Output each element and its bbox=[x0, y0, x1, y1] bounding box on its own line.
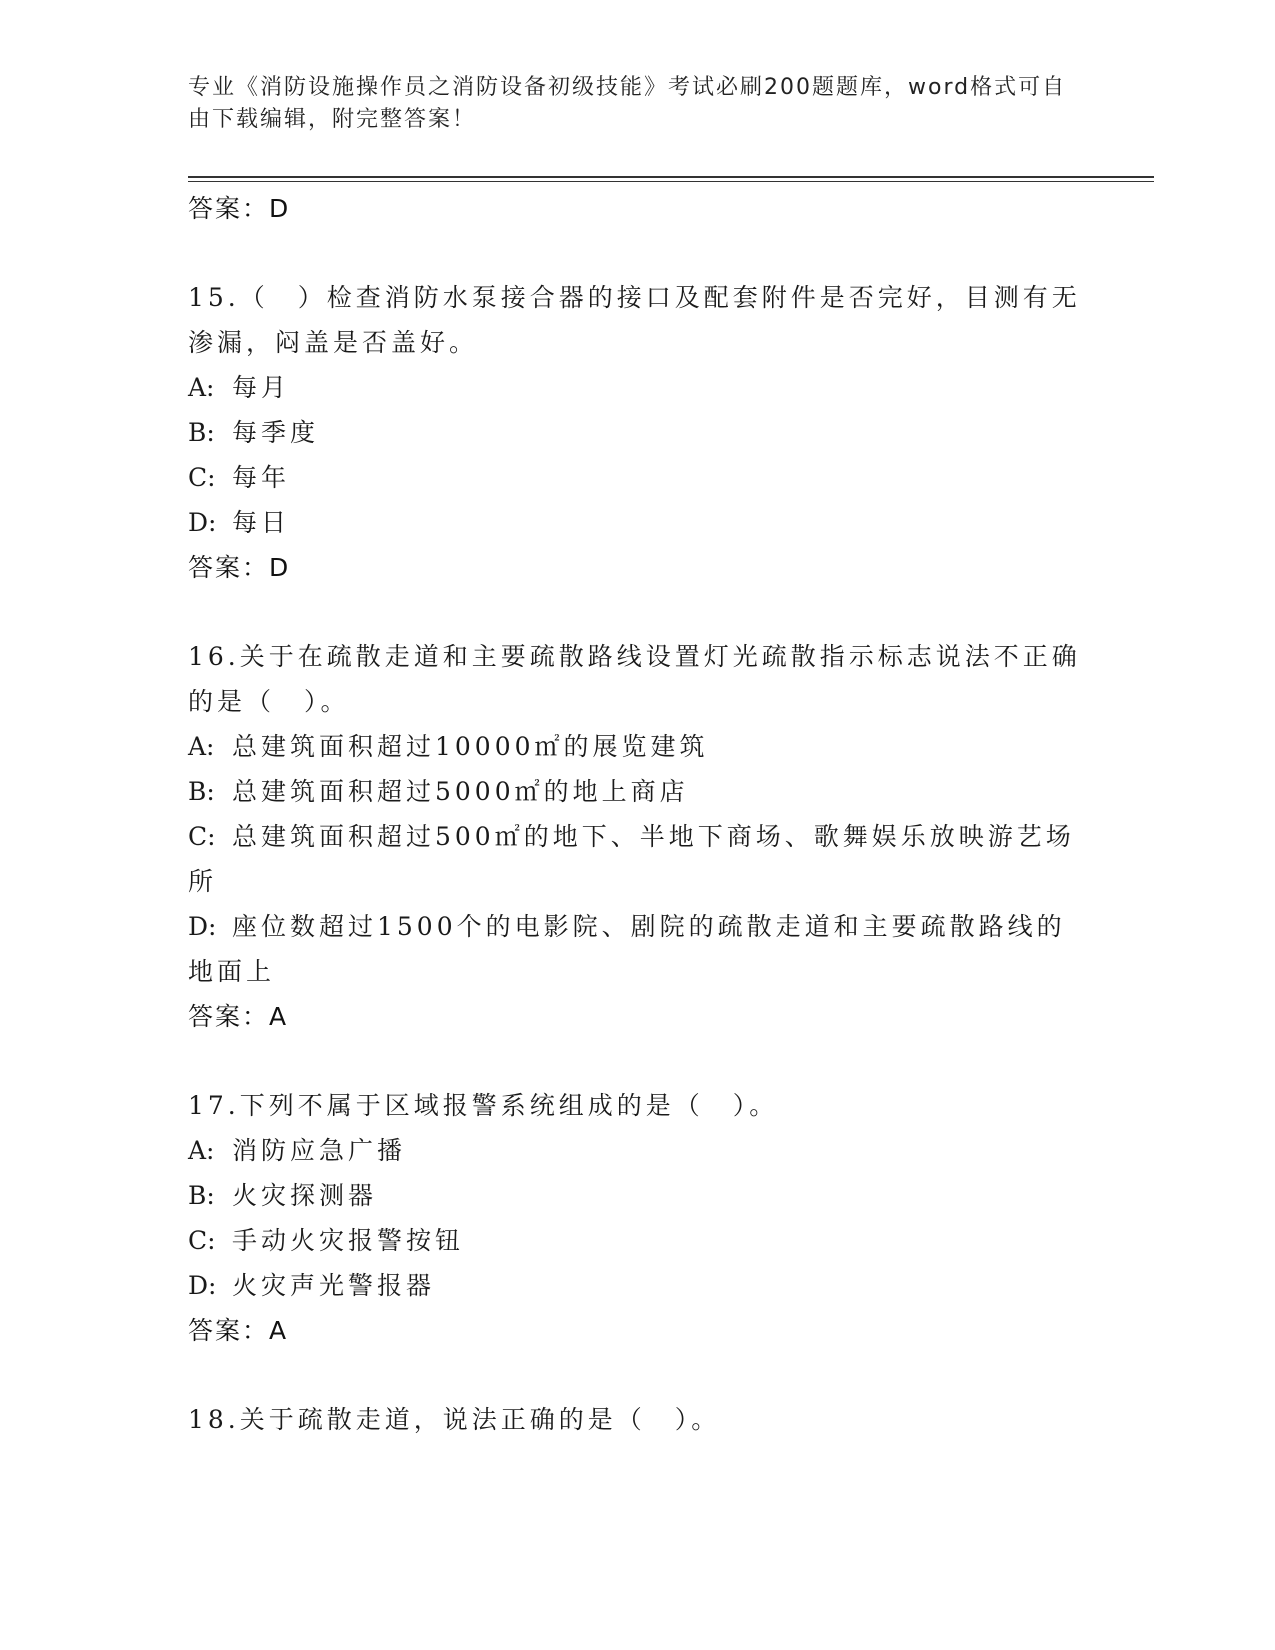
option-text: 消防应急广播 bbox=[232, 1136, 407, 1165]
option-text: 每年 bbox=[232, 463, 291, 492]
option-d bbox=[188, 904, 1088, 994]
option-text: 火灾声光警报器 bbox=[232, 1271, 436, 1300]
option-text: 总建筑面积超过10000㎡的展览建筑 bbox=[232, 732, 709, 761]
question-15 bbox=[188, 275, 1088, 590]
option-text: 总建筑面积超过500㎡的地下、半地下商场、歌舞娱乐放映游艺场所 bbox=[188, 822, 1075, 896]
question-text: 15.（ ）检查消防水泵接合器的接口及配套附件是否完好，目测有无渗漏，闷盖是否盖好。 bbox=[188, 283, 1081, 357]
page-header: 专业《消防设施操作员之消防设备初级技能》考试必刷200题题库，word格式可自由下载编辑，附完整答案！ bbox=[188, 75, 1067, 132]
header-rule-thick bbox=[188, 176, 1154, 178]
option-key: D: bbox=[188, 1271, 217, 1300]
option-key: B: bbox=[188, 1181, 215, 1210]
option-a bbox=[188, 724, 1088, 769]
option-a bbox=[188, 1128, 1088, 1173]
option-key: B: bbox=[188, 418, 215, 447]
question-text: 18.关于疏散走道，说法正确的是（ ）。 bbox=[188, 1405, 721, 1434]
answer: 答案：A bbox=[188, 1316, 289, 1345]
option-key: C: bbox=[188, 822, 216, 851]
option-key: D: bbox=[188, 508, 217, 537]
option-d bbox=[188, 500, 1088, 545]
option-key: A: bbox=[188, 373, 215, 402]
option-text: 手动火灾报警按钮 bbox=[232, 1226, 465, 1255]
answer: 答案：A bbox=[188, 1002, 289, 1031]
option-text: 座位数超过1500个的电影院、剧院的疏散走道和主要疏散路线的地面上 bbox=[188, 912, 1066, 986]
question-18 bbox=[188, 1397, 1088, 1442]
option-text: 每日 bbox=[232, 508, 291, 537]
option-text: 每季度 bbox=[232, 418, 320, 447]
option-text: 总建筑面积超过5000㎡的地上商店 bbox=[232, 777, 689, 806]
option-a bbox=[188, 365, 1088, 410]
option-d bbox=[188, 1263, 1088, 1308]
question-text: 17.下列不属于区域报警系统组成的是（ ）。 bbox=[188, 1091, 779, 1120]
option-text: 火灾探测器 bbox=[232, 1181, 378, 1210]
question-text: 16.关于在疏散走道和主要疏散路线设置灯光疏散指示标志说法不正确的是（ ）。 bbox=[188, 642, 1081, 716]
option-key: D: bbox=[188, 912, 217, 941]
option-key: A: bbox=[188, 732, 215, 761]
document-content bbox=[188, 186, 1088, 1442]
option-c bbox=[188, 1218, 1088, 1263]
answer: 答案：D bbox=[188, 553, 291, 582]
option-c bbox=[188, 455, 1088, 500]
previous-answer: 答案：D bbox=[188, 194, 291, 223]
option-c bbox=[188, 814, 1088, 904]
option-key: C: bbox=[188, 463, 216, 492]
option-key: B: bbox=[188, 777, 215, 806]
option-text: 每月 bbox=[232, 373, 291, 402]
option-b bbox=[188, 1173, 1088, 1218]
option-key: A: bbox=[188, 1136, 215, 1165]
question-17 bbox=[188, 1083, 1088, 1353]
option-b bbox=[188, 769, 1088, 814]
option-b bbox=[188, 410, 1088, 455]
header-rule-thin bbox=[188, 181, 1154, 182]
option-key: C: bbox=[188, 1226, 216, 1255]
question-16 bbox=[188, 634, 1088, 1039]
